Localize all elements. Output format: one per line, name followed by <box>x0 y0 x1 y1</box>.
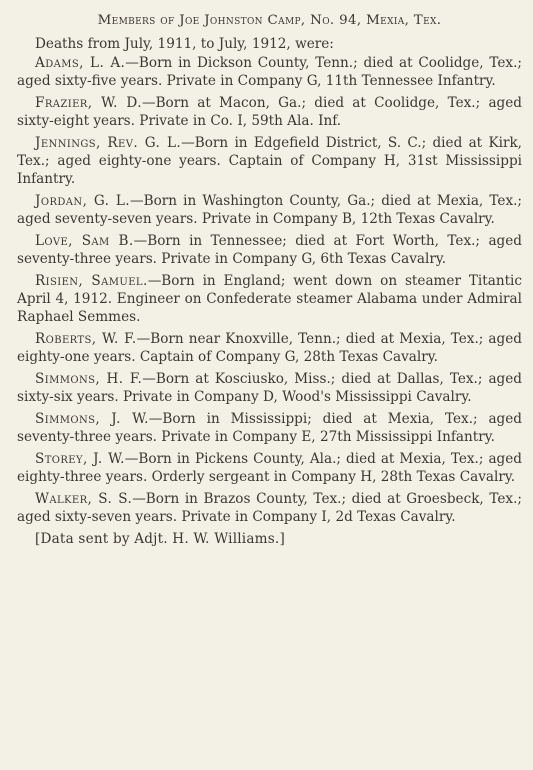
entry-text: —Born in Tennessee; died at Fort Worth, Tex.; aged seventy-three years. Private in Company G, 6th Texas Cavalry. <box>17 233 522 267</box>
source-note: [Data sent by Adjt. H. W. Williams.] <box>35 531 285 547</box>
entry-simmons-hf <box>17 370 522 406</box>
entry-name: Jordan, G. L. <box>35 193 130 209</box>
entry-jennings <box>17 134 522 188</box>
entry-name: Roberts, W. F. <box>35 331 137 347</box>
entry-name: Simmons, H. F. <box>35 371 143 387</box>
entry-text: —Born in Brazos County, Tex.; died at Groesbeck, Tex.; aged sixty-seven years. Private in Company I, 2d Texas Cavalry. <box>17 491 522 525</box>
entry-risien <box>17 272 522 326</box>
entry-roberts <box>17 330 522 366</box>
entry-name: Jennings, Rev. G. L. <box>35 135 182 151</box>
entry-love <box>17 232 522 268</box>
entry-text: —Born at Macon, Ga.; died at Coolidge, Tex.; aged sixty-eight years. Private in Co. I, 59th Ala. Inf. <box>17 95 522 129</box>
entry-name: Frazier, W. D. <box>35 95 142 111</box>
entry-storey <box>17 450 522 486</box>
entry-walker <box>17 490 522 526</box>
entry-text: —Born in Dickson County, Tenn.; died at Coolidge, Tex.; aged sixty-five years. Private in Company G, 11th Tennessee Infantry. <box>17 55 522 89</box>
intro-line: Deaths from July, 1911, to July, 1912, were: <box>35 36 334 52</box>
entry-text: —Born in Mississippi; died at Mexia, Tex.; aged seventy-three years. Private in Company E, 27th Mississippi Infantry. <box>17 411 523 445</box>
entry-name: Risien, Samuel. <box>35 273 148 289</box>
entry-text: —Born in Edgefield District, S. C.; died at Kirk, Tex.; aged eighty-one years. Captain of Company H, 31st Mississippi Infantry. <box>17 135 523 187</box>
entry-frazier <box>17 94 522 130</box>
entry-text: —Born in England; went down on steamer Titantic April 4, 1912. Engineer on Confederate steamer Alabama under Admiral Raphael Semmes. <box>17 273 522 325</box>
entry-name: Simmons, J. W. <box>35 411 149 427</box>
entry-name: Storey, J. W. <box>35 451 125 467</box>
page-title: Members of Joe Johnston Camp, No. 94, Mexia, Tex. <box>97 13 442 28</box>
entry-text: —Born in Washington County, Ga.; died at Mexia, Tex.; aged seventy-seven years. Private in Company B, 12th Texas Cavalry. <box>17 193 523 227</box>
entry-name: Adams, L. A. <box>35 55 126 71</box>
entry-name: Love, Sam B. <box>35 233 134 249</box>
entry-text: —Born at Kosciusko, Miss.; died at Dallas, Tex.; aged sixty-six years. Private in Company D, Wood's Mississippi Cavalry. <box>17 371 522 405</box>
entry-text: —Born near Knoxville, Tenn.; died at Mexia, Tex.; aged eighty-one years. Captain of Company G, 28th Texas Cavalry. <box>17 331 522 365</box>
entry-name: Walker, S. S. <box>35 491 133 507</box>
entry-adams <box>17 54 522 90</box>
entry-simmons-jw <box>17 410 522 446</box>
entry-jordan <box>17 192 522 228</box>
entry-text: —Born in Pickens County, Ala.; died at Mexia, Tex.; aged eighty-three years. Orderly sergeant in Company H, 28th Texas Cavalry. <box>17 451 523 485</box>
